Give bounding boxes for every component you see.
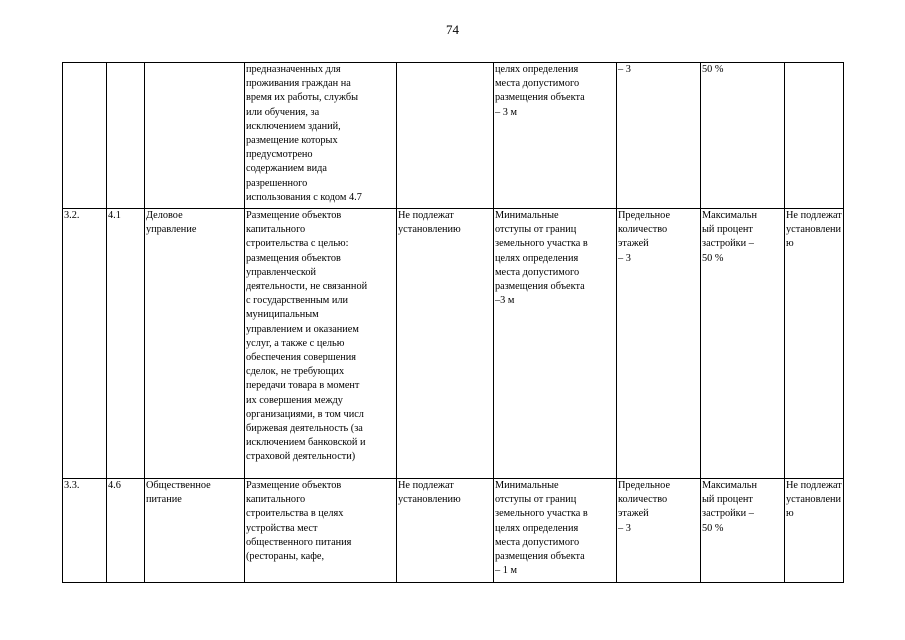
cell-text-line: сделок, не требующих — [246, 366, 345, 378]
coverage-cell — [701, 63, 785, 209]
other-params-cell — [785, 479, 844, 583]
cell-text-line: отступы от границ — [495, 494, 577, 506]
setbacks-cell — [494, 63, 617, 209]
cell-text-line: содержанием вида — [246, 163, 327, 175]
cell-text-line: размещения объекта — [495, 92, 585, 104]
code-cell — [107, 63, 145, 209]
cell-text-line: места допустимого — [495, 266, 580, 278]
coverage-cell — [701, 479, 785, 583]
cell-text-line: ю — [786, 508, 794, 520]
cell-text-line: время их работы, службы — [246, 92, 359, 104]
cell-text-line: 3.3. — [64, 480, 80, 491]
cell-text-line: Не подлежат — [786, 480, 842, 491]
cell-text-line: целях определения — [495, 252, 579, 264]
cell-text-line: размещение которых — [246, 135, 338, 147]
min-max-params-cell — [397, 209, 494, 479]
other-params-cell — [785, 63, 844, 209]
cell-text-line: Размещение объектов — [246, 210, 342, 221]
cell-text-line: установлению — [398, 224, 461, 236]
cell-text-line: питание — [146, 494, 182, 506]
other-params-cell — [785, 209, 844, 479]
cell-text-line: целях определения — [495, 522, 579, 534]
table-row — [63, 209, 844, 479]
row-number-cell — [63, 209, 107, 479]
cell-text-line: – 3 — [618, 522, 631, 534]
setbacks-cell — [494, 479, 617, 583]
cell-text-line: капитального — [246, 224, 306, 236]
cell-text-line: общественного питания — [246, 536, 352, 548]
cell-text-line: – 3 м — [495, 106, 517, 118]
cell-text-line: 50 % — [702, 522, 724, 534]
cell-text-line: управление — [146, 224, 197, 236]
min-max-params-cell — [397, 63, 494, 209]
cell-text-line: Предельное — [618, 480, 671, 491]
cell-text-line: управлением и оказанием — [246, 323, 359, 335]
cell-text-line: Размещение объектов — [246, 480, 342, 491]
floors-cell — [617, 209, 701, 479]
cell-text-line: строительства с целью: — [246, 238, 349, 250]
page-number: 74 — [446, 22, 459, 37]
cell-text-line: предназначенных для — [246, 64, 341, 75]
cell-text-line: Не подлежат — [398, 480, 454, 491]
cell-text-line: Максимальн — [702, 210, 758, 221]
cell-text-line: муниципальным — [246, 309, 319, 321]
min-max-params-cell — [397, 479, 494, 583]
cell-text-line: Не подлежат — [398, 210, 454, 221]
use-type-cell — [145, 479, 245, 583]
description-cell — [245, 479, 397, 583]
row-number-cell — [63, 63, 107, 209]
cell-text-line: места допустимого — [495, 78, 580, 90]
table-row — [63, 479, 844, 583]
cell-text-line: Предельное — [618, 210, 671, 221]
cell-text-line: земельного участка в — [495, 508, 588, 520]
cell-text-line: страховой деятельности) — [246, 451, 356, 463]
description-cell — [245, 209, 397, 479]
cell-text-line: передачи товара в момент — [246, 380, 360, 392]
cell-text-line: этажей — [618, 508, 649, 520]
cell-text-line: обеспечения совершения — [246, 352, 357, 364]
cell-text-line: целях определения — [495, 64, 579, 75]
cell-text-line: исключением банковской и — [246, 437, 366, 449]
cell-text-line: 4.6 — [108, 480, 121, 491]
cell-text-line: установлени — [786, 224, 842, 236]
cell-text-line: размещения объекта — [495, 551, 585, 563]
cell-text-line: или обучения, за — [246, 106, 320, 118]
cell-text-line: застройки – — [702, 238, 754, 250]
cell-text-line: предусмотрено — [246, 149, 313, 161]
cell-text-line: ый процент — [702, 494, 753, 506]
floors-cell — [617, 63, 701, 209]
cell-text-line: устройства мест — [246, 522, 318, 534]
cell-text-line: Не подлежат — [786, 210, 842, 221]
cell-text-line: капитального — [246, 494, 306, 506]
cell-text-line: застройки – — [702, 508, 754, 520]
cell-text-line: этажей — [618, 238, 649, 250]
cell-text-line: количество — [618, 224, 668, 236]
cell-text-line: 3.2. — [64, 210, 80, 221]
use-type-cell — [145, 63, 245, 209]
cell-text-line: размещения объектов — [246, 252, 341, 264]
cell-text-line: организациями, в том числ — [246, 408, 364, 420]
coverage-cell — [701, 209, 785, 479]
cell-text-line: – 1 м — [495, 565, 517, 577]
cell-text-line: услуг, а также с целью — [246, 337, 345, 349]
cell-text-line: биржевая деятельность (за — [246, 423, 363, 435]
cell-text-line: ю — [786, 238, 794, 250]
cell-text-line: –3 м — [495, 295, 515, 307]
code-cell — [107, 479, 145, 583]
cell-text-line: количество — [618, 494, 668, 506]
cell-text-line: Максимальн — [702, 480, 758, 491]
cell-text-line: с государственным или — [246, 295, 349, 307]
cell-text-line: Общественное — [146, 480, 211, 491]
cell-text-line: ый процент — [702, 224, 753, 236]
cell-text-line: деятельности, не связанной — [246, 281, 368, 293]
cell-text-line: – 3 — [618, 64, 631, 75]
land-use-regulations-table — [62, 62, 844, 583]
table-row — [63, 63, 844, 209]
setbacks-cell — [494, 209, 617, 479]
cell-text-line: размещения объекта — [495, 281, 585, 293]
cell-text-line: разрешенного — [246, 177, 308, 189]
cell-text-line: земельного участка в — [495, 238, 588, 250]
cell-text-line: управленческой — [246, 266, 317, 278]
cell-text-line: проживания граждан на — [246, 78, 351, 90]
cell-text-line: отступы от границ — [495, 224, 577, 236]
cell-text-line: – 3 — [618, 252, 631, 264]
cell-text-line: (рестораны, кафе, — [246, 551, 325, 563]
cell-text-line: строительства в целях — [246, 508, 344, 520]
code-cell — [107, 209, 145, 479]
row-number-cell — [63, 479, 107, 583]
cell-text-line: установлению — [398, 494, 461, 506]
cell-text-line: 50 % — [702, 252, 724, 264]
cell-text-line: их совершения между — [246, 394, 343, 406]
cell-text-line: использования с кодом 4.7 — [246, 191, 362, 203]
cell-text-line: 50 % — [702, 64, 724, 75]
use-type-cell — [145, 209, 245, 479]
cell-text-line: исключением зданий, — [246, 120, 341, 132]
description-cell — [245, 63, 397, 209]
cell-text-line: 4.1 — [108, 210, 121, 221]
floors-cell — [617, 479, 701, 583]
cell-text-line: Деловое — [146, 210, 183, 221]
cell-text-line: Минимальные — [495, 210, 559, 221]
cell-text-line: Минимальные — [495, 480, 559, 491]
cell-text-line: установлени — [786, 494, 842, 506]
cell-text-line: места допустимого — [495, 536, 580, 548]
